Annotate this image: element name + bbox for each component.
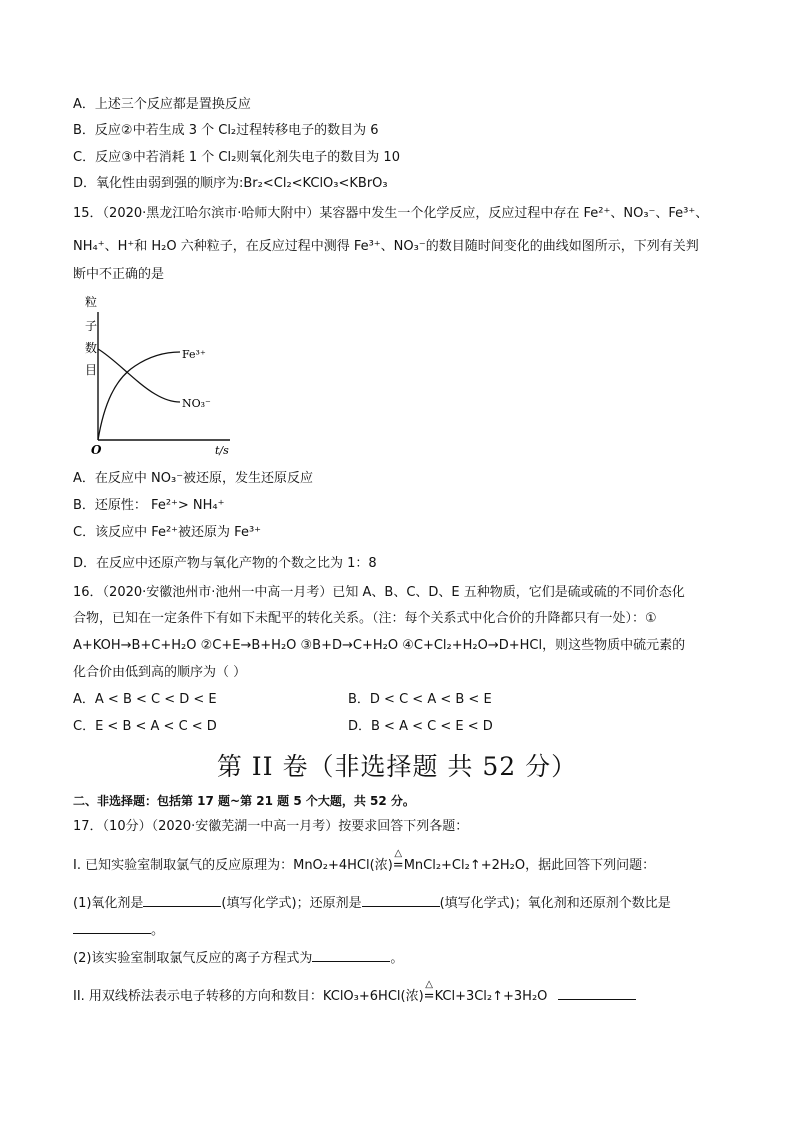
fe3-curve [98, 352, 180, 440]
equals-symbol-2: = [423, 989, 435, 1004]
heat-equals-sign-2 [423, 979, 435, 1006]
y-axis-label-2: 子 [85, 319, 98, 333]
q17-part2-text-b: KCl+3Cl₂↑+3H₂O [434, 989, 548, 1004]
q16-option-c: C．E < B < A < C < D [73, 719, 217, 734]
q17-sub1-text-c: (填写化学式)；氧化剂和还原剂个数比是 [439, 896, 671, 911]
x-axis-label: t/s [215, 444, 229, 457]
q16-option-b: B．D < C < A < B < E [348, 692, 492, 707]
q17-sub2-text: (2)该实验室制取氯气反应的离子方程式为 [73, 951, 313, 966]
q15-option-c: C．该反应中 Fe²⁺被还原为 Fe³⁺ [73, 525, 262, 540]
q17-sub1-line1 [73, 894, 671, 913]
q17-part1 [73, 848, 656, 875]
q17-sub2-end: 。 [390, 951, 404, 966]
q16-option-a: A．A < B < C < D < E [73, 692, 217, 707]
y-axis-label-3: 数 [85, 341, 98, 355]
section-title: 第 II 卷（非选择题 共 52 分） [216, 752, 578, 781]
q15-stem-line2: NH₄⁺、H⁺和 H₂O 六种粒子，在反应过程中测得 Fe³⁺、NO₃⁻的数目随时间变化的曲线如图所示，下列有关判 [73, 239, 699, 254]
y-axis-label-4: 目 [85, 363, 98, 377]
q15-stem-line3: 断中不正确的是 [73, 267, 165, 282]
q16-stem-line3: A+KOH→B+C+H₂O ②C+E→B+H₂O ③B+D→C+H₂O ④C+Cl₂+H₂O→D+HCl，则这些物质中硫元素的 [73, 638, 686, 653]
ratio-blank[interactable] [73, 921, 151, 934]
q15-option-d: D．在反应中还原产物与氧化产物的个数之比为 1：8 [73, 556, 377, 571]
heat-symbol: △ [394, 848, 403, 859]
q14-option-c: C．反应③中若消耗 1 个 Cl₂则氧化剂失电子的数目为 10 [73, 150, 400, 165]
q17-part2-text-a: II. 用双线桥法表示电子转移的方向和数目：KClO₃+6HCl(浓) [73, 989, 424, 1004]
q15-option-b: B．还原性： Fe²⁺> NH₄⁺ [73, 498, 225, 513]
q17-sub1-end: 。 [151, 923, 165, 938]
q16-option-d: D．B < A < C < E < D [348, 719, 493, 734]
no3-label: NO₃⁻ [182, 397, 211, 410]
y-axis-label-1: 粒 [85, 295, 98, 309]
q14-option-b: B．反应②中若生成 3 个 Cl₂过程转移电子的数目为 6 [73, 123, 379, 138]
q14-option-a: A．上述三个反应都是置换反应 [73, 97, 251, 112]
reductant-blank[interactable] [362, 894, 440, 907]
double-bridge-blank[interactable] [558, 987, 636, 1000]
heat-symbol-2: △ [425, 979, 433, 990]
q14-option-d: D．氧化性由弱到强的顺序为:Br₂<Cl₂<KClO₃<KBrO₃ [73, 176, 388, 191]
q16-stem-line1: 16．（2020·安徽池州市·池州一中高一月考）已知 A、B、C、D、E 五种物质，它们是硫或硫的不同价态化 [73, 585, 685, 600]
fe3-label: Fe³⁺ [182, 348, 206, 361]
equals-symbol: = [392, 858, 404, 873]
q17-sub2 [73, 949, 403, 968]
oxidant-blank[interactable] [143, 894, 221, 907]
q15-option-a: A．在反应中 NO₃⁻被还原，发生还原反应 [73, 471, 314, 486]
q17-header: 17．（10分）（2020·安徽芜湖一中高一月考）按要求回答下列各题： [73, 819, 469, 834]
q17-sub1-text-a: (1)氧化剂是 [73, 896, 144, 911]
q16-stem-line4: 化合价由低到高的顺序为（ ） [73, 665, 247, 680]
q17-part1-text-a: I. 已知实验室制取氯气的反应原理为：MnO₂+4HCl(浓) [73, 858, 393, 873]
q15-figure [80, 294, 240, 459]
section-description: 二、非选择题：包括第 17 题~第 21 题 5 个大题，共 52 分。 [73, 794, 415, 808]
heat-equals-sign [392, 848, 404, 875]
q17-sub1-text-b: (填写化学式)；还原剂是 [221, 896, 362, 911]
q17-part1-text-b: MnCl₂+Cl₂↑+2H₂O，据此回答下列问题： [403, 858, 656, 873]
no3-curve [98, 349, 180, 402]
q16-stem-line2: 合物，已知在一定条件下有如下未配平的转化关系。（注：每个关系式中化合价的升降都只有一处）：① [73, 611, 657, 626]
ionic-equation-blank[interactable] [312, 949, 390, 962]
q15-stem-line1: 15．（2020·黑龙江哈尔滨市·哈师大附中）某容器中发生一个化学反应，反应过程中存在 Fe²⁺、NO₃⁻、Fe³⁺、 [73, 206, 709, 221]
q17-sub1-line2 [73, 921, 164, 940]
origin-label: O [91, 443, 102, 457]
q17-part2 [73, 979, 636, 1006]
